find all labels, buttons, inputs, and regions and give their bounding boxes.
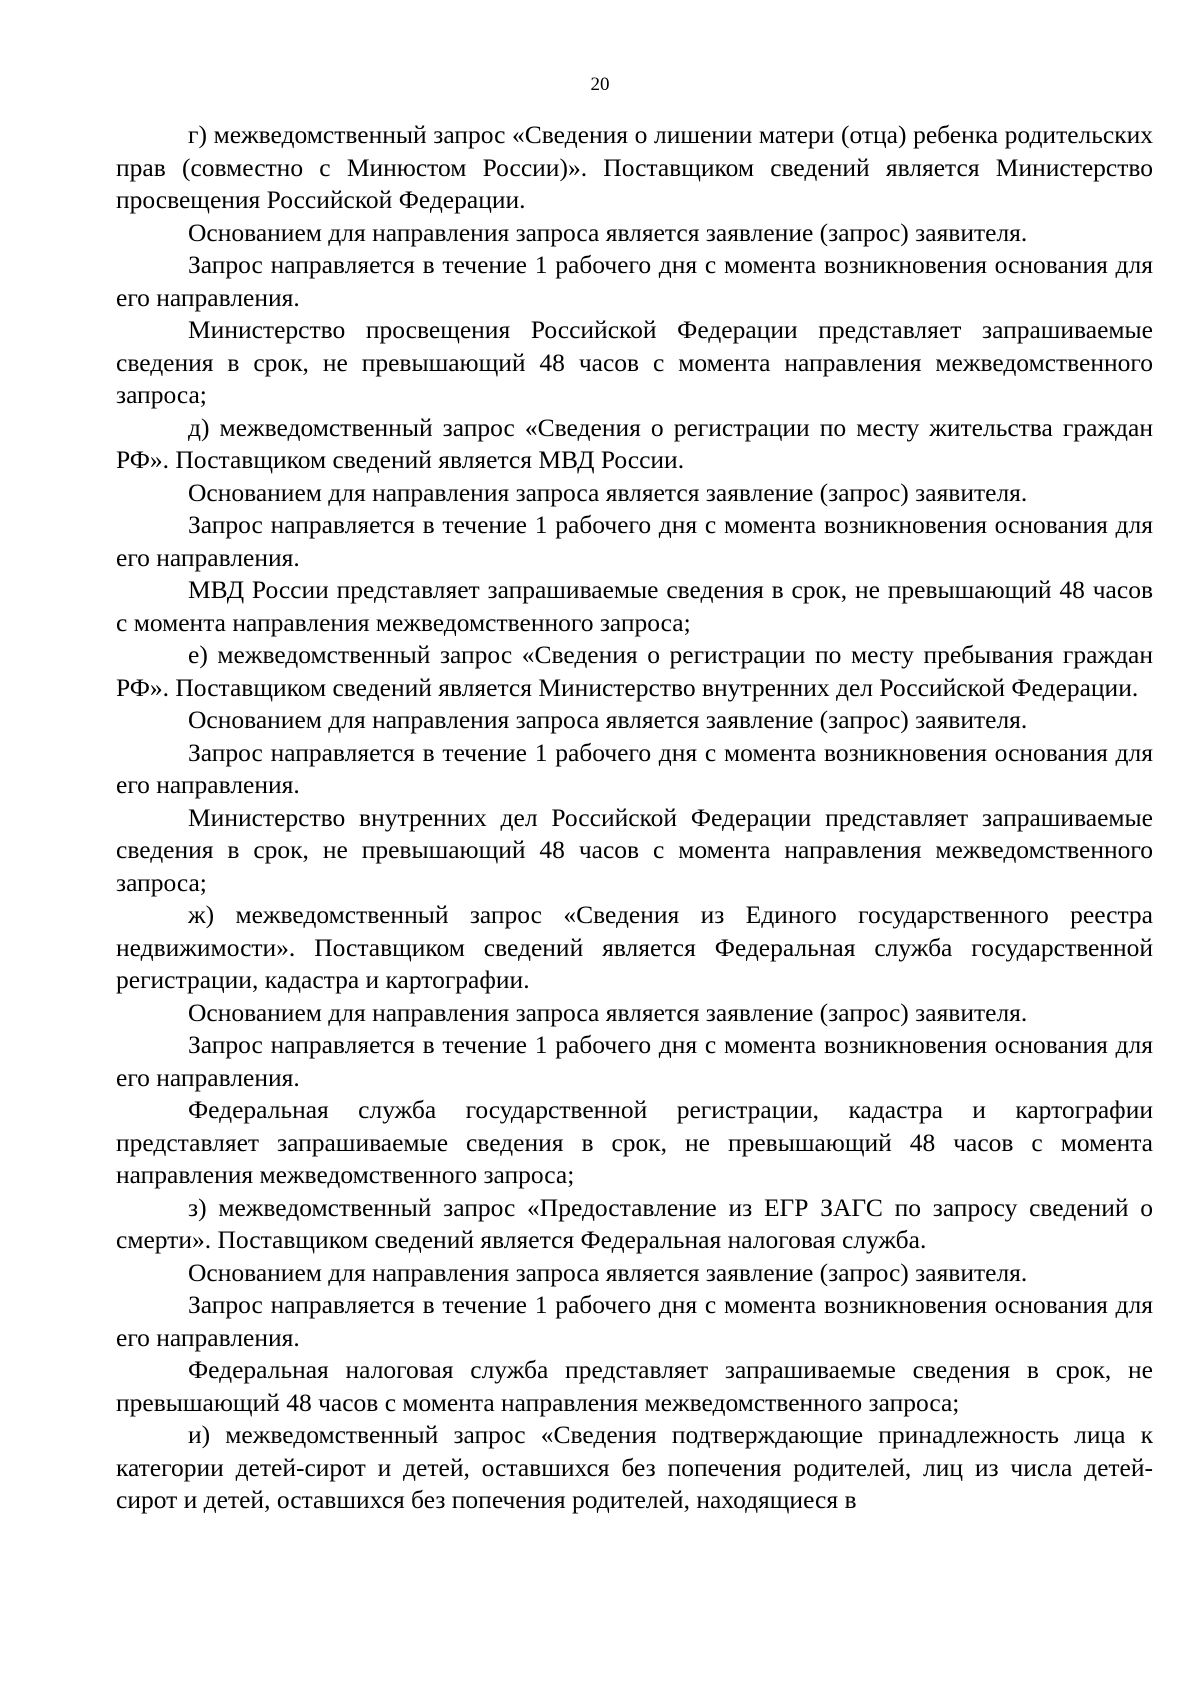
paragraph-provider-deadline: Министерство просвещения Российской Федерации представляет запрашиваемые сведения в срок, не превышающий 48 часов с момента направления межведомственного запроса; — [116, 315, 1153, 409]
page-number: 20 — [590, 74, 610, 95]
document-body — [116, 119, 1153, 1517]
paragraph-basis: Основанием для направления запроса является заявление (запрос) заявителя. — [188, 705, 1028, 734]
paragraph-item-i: и) межведомственный запрос «Сведения подтверждающие принадлежность лица к категории детей-сирот и детей, оставшихся без попечения родителей, лиц из числа детей-сирот и детей, оставшихся без попечения родителей, находящиеся в — [116, 1420, 1153, 1514]
paragraph-provider-deadline: Федеральная служба государственной регистрации, кадастра и картографии представляет запрашиваемые сведения в срок, не превышающий 48 часов с момента направления межведомственного запроса; — [116, 1095, 1153, 1189]
paragraph-provider-deadline: Министерство внутренних дел Российской Федерации представляет запрашиваемые сведения в срок, не превышающий 48 часов с момента направления межведомственного запроса; — [116, 802, 1153, 897]
paragraph-provider-deadline: МВД России представляет запрашиваемые сведения в срок, не превышающий 48 часов с момента направления межведомственного запроса; — [116, 575, 1153, 637]
paragraph-provider-deadline: Федеральная налоговая служба представляет запрашиваемые сведения в срок, не превышающий 48 часов с момента направления межведомственного запроса; — [116, 1355, 1153, 1417]
paragraph-basis: Основанием для направления запроса является заявление (запрос) заявителя. — [188, 1257, 1028, 1287]
paragraph-timing: Запрос направляется в течение 1 рабочего дня с момента возникновения основания для его направления. — [116, 1030, 1153, 1092]
paragraph-basis: Основанием для направления запроса является заявление (запрос) заявителя. — [188, 997, 1028, 1027]
paragraph-timing: Запрос направляется в течение 1 рабочего дня с момента возникновения основания для его направления. — [116, 1290, 1153, 1352]
paragraph-item-e: е) межведомственный запрос «Сведения о регистрации по месту пребывания граждан РФ». Поставщиком сведений является Министерство внутренних дел Российской Федерации. — [116, 640, 1153, 702]
paragraph-item-g: г) межведомственный запрос «Сведения о лишении матери (отца) ребенка родительских прав (совместно с Минюстом России)». Поставщиком сведений является Министерство просвещения Российской Федерации. — [116, 120, 1153, 214]
paragraph-item-zh: ж) межведомственный запрос «Сведения из Единого государственного реестра недвижимости». Поставщиком сведений является Федеральная служба государственной регистрации, кадастра и картографии. — [116, 900, 1153, 994]
paragraph-timing: Запрос направляется в течение 1 рабочего дня с момента возникновения основания для его направления. — [116, 510, 1153, 572]
paragraph-timing: Запрос направляется в течение 1 рабочего дня с момента возникновения основания для его направления. — [116, 737, 1153, 799]
paragraph-timing: Запрос направляется в течение 1 рабочего дня с момента возникновения основания для его направления. — [116, 250, 1153, 312]
paragraph-basis: Основанием для направления запроса является заявление (запрос) заявителя. — [188, 217, 1028, 247]
paragraph-item-z: з) межведомственный запрос «Предоставление из ЕГР ЗАГС по запросу сведений о смерти». Поставщиком сведений является Федеральная налоговая служба. — [116, 1192, 1153, 1254]
paragraph-basis: Основанием для направления запроса является заявление (запрос) заявителя. — [188, 477, 1028, 507]
paragraph-item-d: д) межведомственный запрос «Сведения о регистрации по месту жительства граждан РФ». Поставщиком сведений является МВД России. — [116, 412, 1153, 474]
